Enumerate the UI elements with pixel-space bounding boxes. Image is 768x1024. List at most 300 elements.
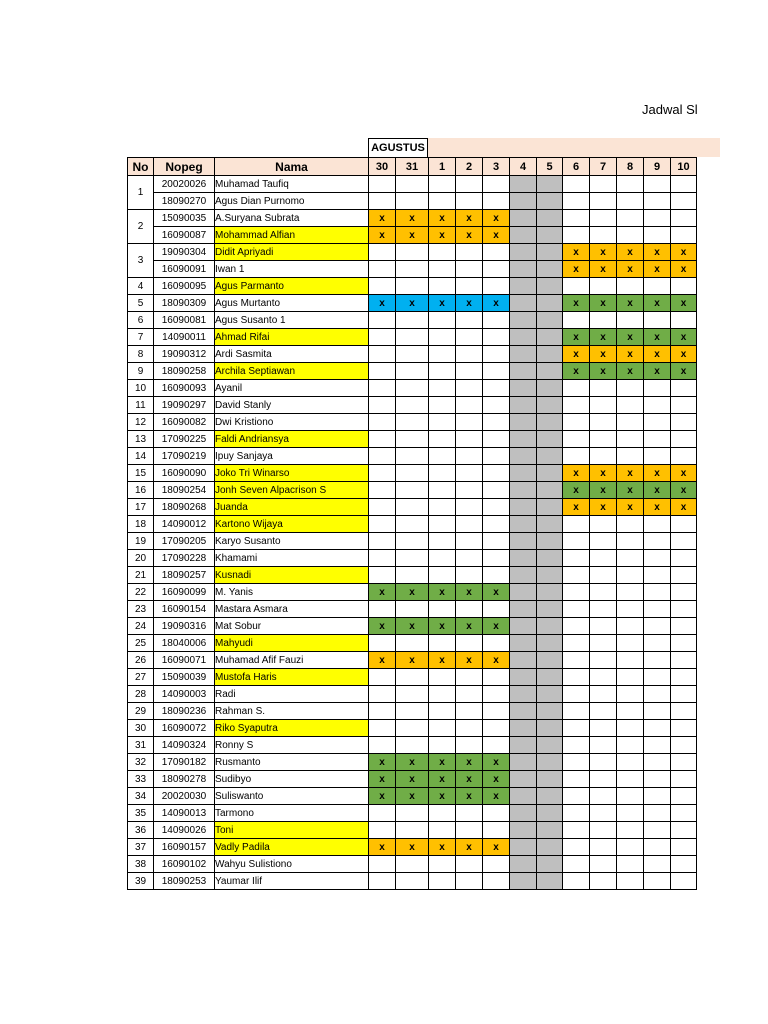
month-header-row [368,138,720,157]
table-row [128,295,697,312]
day-header: 8 [617,158,644,176]
employee-id: 16090071 [154,652,215,669]
schedule-cell [429,635,456,652]
schedule-cell [369,601,396,618]
schedule-mark-cell: x [429,227,456,244]
schedule-cell [456,669,483,686]
employee-id: 20020030 [154,788,215,805]
schedule-cell [563,737,590,754]
schedule-mark-cell: x [590,346,617,363]
schedule-cell [396,244,429,261]
schedule-cell [563,533,590,550]
schedule-cell [483,176,510,193]
schedule-cell [563,771,590,788]
employee-name: Jonh Seven Alpacrison S [215,482,369,499]
schedule-cell [483,822,510,839]
employee-id: 14090324 [154,737,215,754]
employee-id: 18090236 [154,703,215,720]
schedule-cell [644,312,671,329]
row-number: 38 [128,856,154,873]
schedule-cell [456,363,483,380]
schedule-mark-cell: x [617,363,644,380]
schedule-cell [617,635,644,652]
schedule-cell [510,227,537,244]
schedule-cell [671,431,697,448]
schedule-cell [537,414,563,431]
schedule-cell [590,193,617,210]
table-row [128,584,697,601]
schedule-cell [396,720,429,737]
row-number: 28 [128,686,154,703]
table-row [128,380,697,397]
schedule-cell [456,261,483,278]
schedule-cell [537,618,563,635]
employee-id: 14090003 [154,686,215,703]
schedule-mark-cell: x [483,839,510,856]
table-row [128,346,697,363]
schedule-mark-cell: x [644,261,671,278]
row-number: 8 [128,346,154,363]
row-number: 20 [128,550,154,567]
schedule-cell [590,788,617,805]
schedule-cell [510,380,537,397]
employee-id: 17090182 [154,754,215,771]
table-row [128,703,697,720]
schedule-cell [369,635,396,652]
employee-name: Rusmanto [215,754,369,771]
schedule-cell [396,516,429,533]
schedule-cell [644,873,671,890]
schedule-cell [537,261,563,278]
schedule-cell [369,805,396,822]
schedule-cell [644,516,671,533]
schedule-mark-cell: x [396,584,429,601]
schedule-mark-cell: x [396,652,429,669]
schedule-cell [671,737,697,754]
schedule-cell [537,601,563,618]
schedule-cell [671,669,697,686]
schedule-cell [396,380,429,397]
schedule-cell [617,431,644,448]
day-header: 1 [429,158,456,176]
row-number: 34 [128,788,154,805]
schedule-cell [537,533,563,550]
schedule-cell [537,567,563,584]
schedule-cell [644,635,671,652]
schedule-mark-cell: x [483,771,510,788]
day-header: 30 [369,158,396,176]
schedule-cell [369,363,396,380]
schedule-cell [563,635,590,652]
employee-id: 17090225 [154,431,215,448]
schedule-cell [510,822,537,839]
employee-name: Rahman S. [215,703,369,720]
schedule-mark-cell: x [369,210,396,227]
schedule-cell [644,771,671,788]
schedule-cell [590,601,617,618]
table-row [128,635,697,652]
schedule-cell [671,873,697,890]
schedule-cell [456,312,483,329]
schedule-cell [537,312,563,329]
employee-name: Kartono Wijaya [215,516,369,533]
schedule-mark-cell: x [590,465,617,482]
row-number: 10 [128,380,154,397]
table-row [128,278,697,295]
schedule-cell [369,737,396,754]
schedule-cell [617,618,644,635]
schedule-cell [563,550,590,567]
schedule-cell [644,176,671,193]
schedule-mark-cell: x [483,584,510,601]
schedule-cell [429,312,456,329]
schedule-cell [369,822,396,839]
schedule-mark-cell: x [671,465,697,482]
schedule-cell [483,380,510,397]
schedule-mark-cell: x [456,652,483,669]
schedule-cell [429,414,456,431]
row-number: 1 [128,176,154,210]
schedule-cell [483,686,510,703]
schedule-mark-cell: x [644,499,671,516]
schedule-mark-cell: x [429,754,456,771]
schedule-mark-cell: x [429,210,456,227]
schedule-mark-cell: x [644,346,671,363]
schedule-cell [396,346,429,363]
schedule-mark-cell: x [456,788,483,805]
employee-name: Mohammad Alfian [215,227,369,244]
schedule-cell [590,227,617,244]
table-body [128,176,697,890]
schedule-cell [563,516,590,533]
schedule-cell [537,873,563,890]
schedule-cell [483,465,510,482]
schedule-cell [429,873,456,890]
schedule-cell [537,856,563,873]
schedule-mark-cell: x [429,584,456,601]
schedule-cell [510,567,537,584]
table-row [128,329,697,346]
schedule-cell [429,567,456,584]
schedule-cell [617,448,644,465]
employee-id: 18040006 [154,635,215,652]
schedule-cell [537,176,563,193]
schedule-mark-cell: x [369,771,396,788]
schedule-cell [396,822,429,839]
schedule-mark-cell: x [429,618,456,635]
schedule-cell [563,839,590,856]
schedule-cell [369,380,396,397]
schedule-cell [537,839,563,856]
schedule-cell [590,669,617,686]
schedule-cell [510,669,537,686]
schedule-cell [429,703,456,720]
schedule-cell [590,584,617,601]
schedule-cell [563,584,590,601]
schedule-cell [563,227,590,244]
employee-id: 18090278 [154,771,215,788]
schedule-cell [456,193,483,210]
table-row [128,431,697,448]
schedule-cell [483,431,510,448]
schedule-mark-cell: x [617,346,644,363]
schedule-cell [671,312,697,329]
schedule-cell [617,873,644,890]
schedule-cell [537,771,563,788]
schedule-cell [483,669,510,686]
schedule-mark-cell: x [617,244,644,261]
schedule-cell [644,754,671,771]
table-row [128,193,697,210]
employee-name: Agus Susanto 1 [215,312,369,329]
schedule-cell [617,176,644,193]
schedule-cell [644,431,671,448]
schedule-cell [456,176,483,193]
schedule-cell [369,873,396,890]
schedule-cell [369,414,396,431]
table-row [128,533,697,550]
table-row [128,448,697,465]
schedule-cell [590,737,617,754]
schedule-cell [617,227,644,244]
schedule-cell [644,720,671,737]
schedule-cell [369,550,396,567]
schedule-cell [369,431,396,448]
schedule-cell [396,176,429,193]
schedule-cell [563,686,590,703]
schedule-cell [617,720,644,737]
schedule-cell [483,550,510,567]
schedule-cell [563,176,590,193]
schedule-mark-cell: x [369,295,396,312]
employee-id: 16090090 [154,465,215,482]
row-number: 17 [128,499,154,516]
schedule-mark-cell: x [590,295,617,312]
schedule-cell [483,448,510,465]
schedule-mark-cell: x [483,618,510,635]
schedule-cell [429,465,456,482]
schedule-cell [510,635,537,652]
schedule-cell [644,550,671,567]
schedule-cell [510,516,537,533]
schedule-cell [644,193,671,210]
schedule-cell [429,516,456,533]
schedule-cell [590,380,617,397]
row-number: 37 [128,839,154,856]
employee-id: 18090253 [154,873,215,890]
schedule-cell [510,703,537,720]
schedule-cell [617,771,644,788]
employee-id: 20020026 [154,176,215,193]
employee-id: 18090254 [154,482,215,499]
schedule-mark-cell: x [563,329,590,346]
schedule-cell [510,465,537,482]
schedule-mark-cell: x [644,363,671,380]
row-number: 26 [128,652,154,669]
schedule-cell [617,312,644,329]
employee-name: Juanda [215,499,369,516]
schedule-cell [483,261,510,278]
table-row [128,788,697,805]
schedule-cell [671,584,697,601]
schedule-cell [483,737,510,754]
schedule-cell [510,856,537,873]
schedule-cell [537,346,563,363]
schedule-cell [429,363,456,380]
schedule-mark-cell: x [483,754,510,771]
schedule-mark-cell: x [563,295,590,312]
schedule-cell [537,737,563,754]
schedule-cell [563,754,590,771]
schedule-cell [396,312,429,329]
employee-id: 14090011 [154,329,215,346]
schedule-cell [369,567,396,584]
schedule-cell [396,550,429,567]
header-nama: Nama [215,158,369,176]
schedule-cell [429,737,456,754]
table-row [128,261,697,278]
schedule-mark-cell: x [671,295,697,312]
employee-name: Riko Syaputra [215,720,369,737]
schedule-mark-cell: x [456,618,483,635]
schedule-cell [456,414,483,431]
schedule-cell [369,329,396,346]
schedule-cell [483,414,510,431]
row-number: 9 [128,363,154,380]
schedule-cell [590,805,617,822]
employee-name: A.Suryana Subrata [215,210,369,227]
schedule-cell [590,720,617,737]
schedule-mark-cell: x [671,329,697,346]
employee-id: 15090035 [154,210,215,227]
schedule-cell [644,652,671,669]
schedule-cell [396,193,429,210]
schedule-cell [429,278,456,295]
schedule-mark-cell: x [483,788,510,805]
row-number: 29 [128,703,154,720]
row-number: 23 [128,601,154,618]
schedule-cell [510,839,537,856]
schedule-cell [537,210,563,227]
schedule-cell [563,193,590,210]
schedule-cell [644,839,671,856]
schedule-cell [456,601,483,618]
schedule-cell [644,856,671,873]
row-number: 22 [128,584,154,601]
schedule-cell [429,601,456,618]
schedule-cell [590,312,617,329]
employee-id: 16090095 [154,278,215,295]
schedule-cell [590,822,617,839]
schedule-cell [396,482,429,499]
schedule-cell [510,193,537,210]
schedule-cell [590,176,617,193]
schedule-cell [483,873,510,890]
schedule-cell [369,244,396,261]
schedule-cell [483,329,510,346]
schedule-mark-cell: x [644,482,671,499]
schedule-cell [369,856,396,873]
schedule-cell [510,737,537,754]
employee-id: 19090297 [154,397,215,414]
schedule-cell [671,754,697,771]
schedule-mark-cell: x [617,482,644,499]
table-row [128,414,697,431]
row-number: 36 [128,822,154,839]
employee-name: Mustofa Haris [215,669,369,686]
schedule-mark-cell: x [483,295,510,312]
row-number: 4 [128,278,154,295]
schedule-mark-cell: x [671,346,697,363]
row-number: 21 [128,567,154,584]
schedule-cell [510,686,537,703]
row-number: 30 [128,720,154,737]
schedule-mark-cell: x [429,771,456,788]
schedule-cell [483,346,510,363]
schedule-cell [563,210,590,227]
employee-name: M. Yanis [215,584,369,601]
schedule-cell [429,533,456,550]
schedule-cell [617,516,644,533]
employee-id: 16090157 [154,839,215,856]
schedule-cell [483,499,510,516]
schedule-cell [617,601,644,618]
employee-name: Mat Sobur [215,618,369,635]
schedule-cell [590,771,617,788]
employee-name: Ronny S [215,737,369,754]
schedule-cell [537,822,563,839]
row-number: 13 [128,431,154,448]
table-row [128,652,697,669]
schedule-cell [456,567,483,584]
schedule-cell [510,176,537,193]
schedule-cell [510,584,537,601]
schedule-mark-cell: x [369,227,396,244]
schedule-cell [617,822,644,839]
employee-id: 16090082 [154,414,215,431]
employee-name: Muhamad Afif Fauzi [215,652,369,669]
schedule-cell [429,499,456,516]
month-label: AGUSTUS [368,138,428,157]
employee-name: Ardi Sasmita [215,346,369,363]
schedule-mark-cell: x [671,363,697,380]
schedule-cell [537,686,563,703]
schedule-cell [671,210,697,227]
schedule-cell [456,346,483,363]
schedule-cell [671,771,697,788]
schedule-cell [483,720,510,737]
schedule-cell [510,873,537,890]
schedule-cell [563,873,590,890]
schedule-cell [563,567,590,584]
schedule-cell [537,516,563,533]
employee-id: 17090228 [154,550,215,567]
schedule-cell [510,720,537,737]
schedule-cell [456,465,483,482]
schedule-cell [429,448,456,465]
schedule-cell [590,873,617,890]
schedule-cell [617,567,644,584]
schedule-cell [483,397,510,414]
table-row [128,737,697,754]
schedule-cell [483,567,510,584]
schedule-cell [429,397,456,414]
schedule-cell [483,533,510,550]
employee-id: 16090072 [154,720,215,737]
day-header: 5 [537,158,563,176]
schedule-cell [563,788,590,805]
table-row [128,176,697,193]
